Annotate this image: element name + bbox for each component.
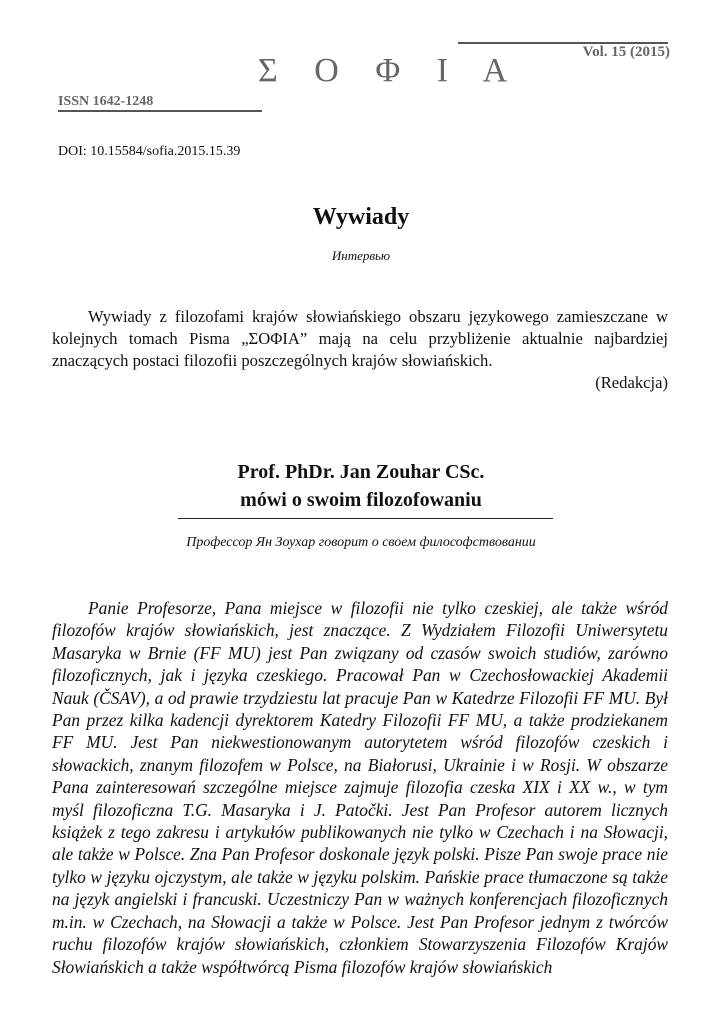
issn-rule: [58, 110, 262, 112]
intro-signature: (Redakcja): [595, 373, 668, 392]
volume-label: Vol. 15 (2015): [582, 44, 670, 60]
intro-block: [52, 306, 668, 394]
intro-paragraph: Wywiady z filozofami krajów słowiańskiego obszaru językowego zamieszczane w kolejnych tomach Pisma „ΣΟΦΙΑ” mają na celu przybliżenie aktualnie najbardziej znaczących postaci filozofii poszczególnych krajów słowiańskich.: [52, 307, 668, 370]
interview-question: Panie Profesorze, Pana miejsce w filozofii nie tylko czeskiej, ale także wśród filozofów krajów słowiańskich, jest znaczące. Z Wydziałem Filozofii Uniwersytetu Masaryka w Brnie (FF MU) jest Pan związany od czasów swoich studiów, zarówno filozoficznych, jak i języka czeskiego. Pracował Pan w Czechosłowackiej Akademii Nauk (ČSAV), a od prawie trzydziestu lat pracuje Pan w Katedrze Filozofii FF MU. Był Pan przez kilka kadencji dyrektorem Katedry Filozofii FF MU, a także prodziekanem FF MU. Jest Pan niekwestionowanym autorytetem wśród filozofów czeskich i słowackich, znanym filozofem w Polsce, na Białorusi, Ukrainie i w Rosji. W obszarze Pana zainteresowań szczególne miejsce zajmuje filozofia czeska XIX i XX w., w tym myśl filozoficzna T.G. Masaryka i J. Patočki. Jest Pan Profesor autorem licznych książek z tego zakresu i artykułów publikowanych nie tylko w Czechach i na Słowacji, ale także w Polsce. Zna Pan Profesor doskonale język polski. Pisze Pan swoje prace nie tylko w języku ojczystym, ale także w języku polskim. Pańskie prace tłumaczone są także na język angielski i francuski. Uczestniczy Pan w ważnych konferencjach filozoficznych m.in. w Czechach, na Słowacji a także w Polsce. Jest Pan Profesor jednym z twórców ruchu filozofów krajów słowiańskich, członkiem Stowarzyszenia Filozofów Krajów Słowiańskich a także współtwórcą Pisma filozofów krajów słowiańskich: [52, 598, 668, 977]
journal-name: Σ Ο Φ Ι Α: [258, 52, 522, 89]
section-title: Wywiady: [312, 204, 410, 230]
article-subtitle: Профессор Ян Зоухар говорит о своем философствовании: [186, 535, 536, 550]
article-title-line-1: Prof. PhDr. Jan Zouhar CSc.: [237, 461, 485, 483]
issn-label: ISSN 1642-1248: [58, 94, 154, 109]
title-rule: [178, 518, 553, 519]
article-title: [0, 458, 722, 514]
section-subtitle: Интервью: [331, 248, 391, 263]
doi-label: DOI: 10.15584/sofia.2015.15.39: [58, 144, 241, 159]
article-title-line-2: mówi o swoim filozofowaniu: [240, 489, 482, 511]
